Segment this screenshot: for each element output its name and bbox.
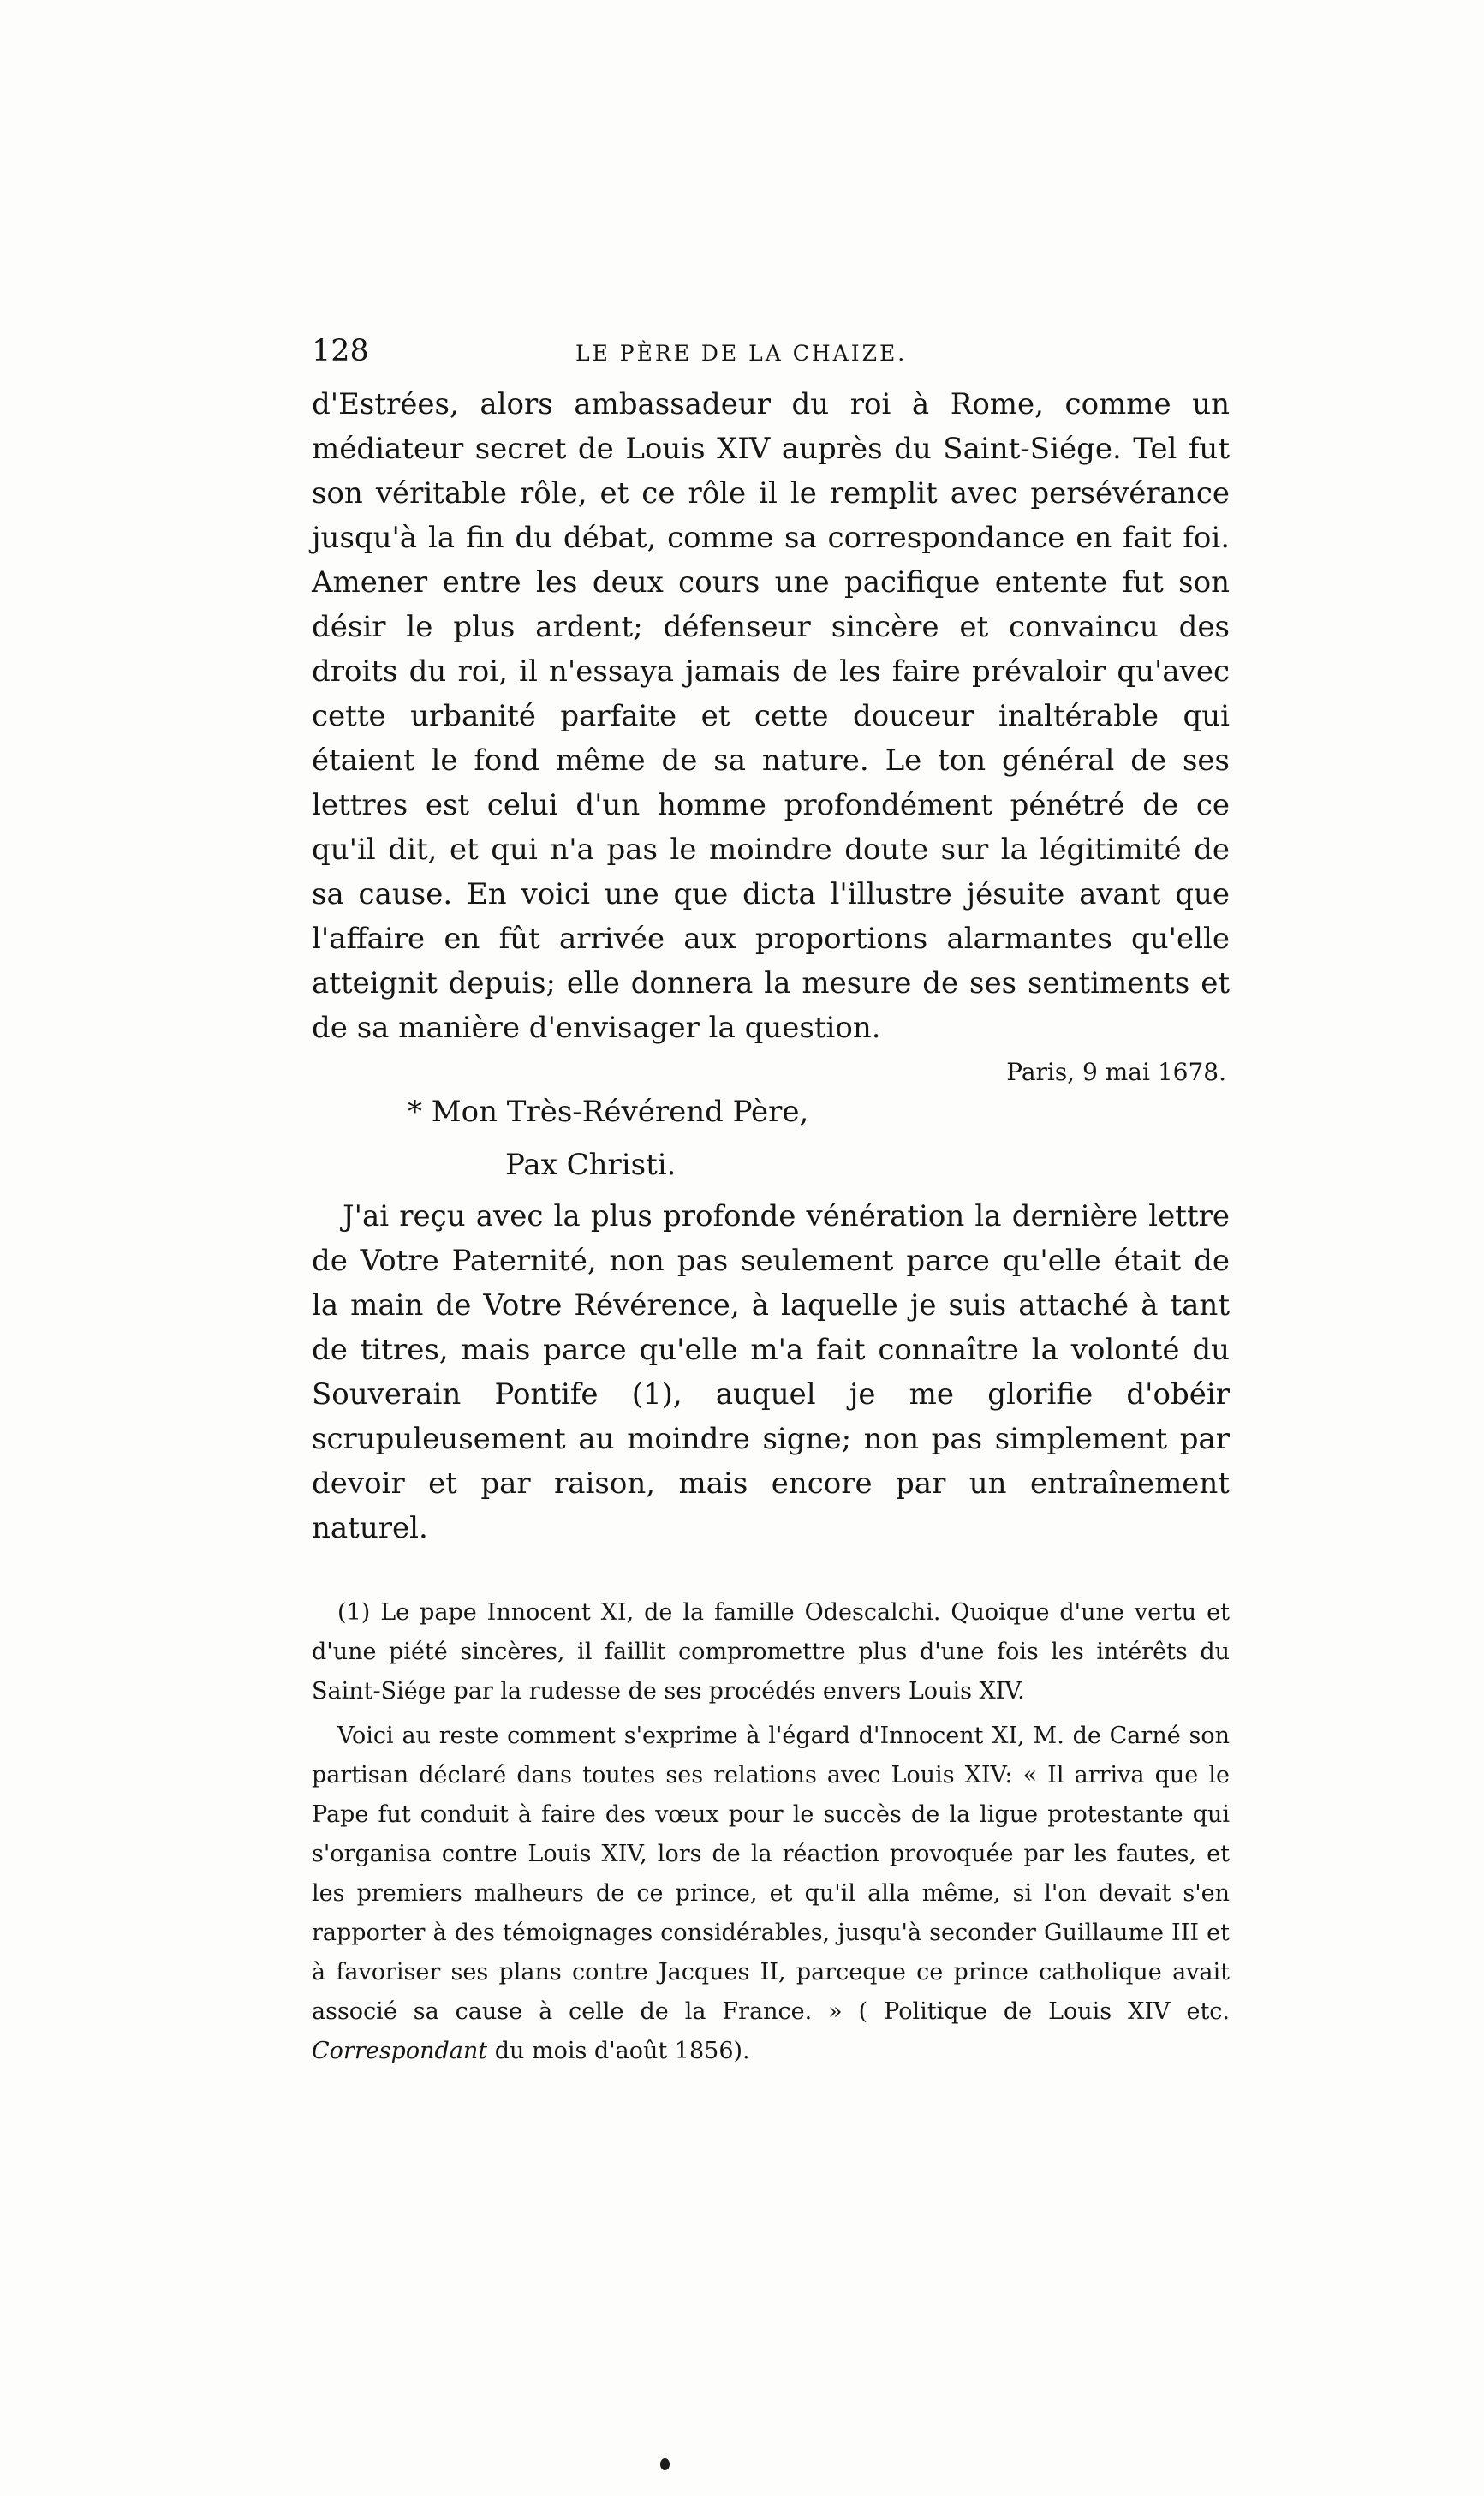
footnote-2-text: Voici au reste comment s'exprime à l'égard d'Innocent XI, M. de Carné son partisan déclaré dans toutes ses relations avec Louis XIV: « Il arriva que le Pape fut conduit à faire des vœux pour le succès de la ligue protestante qui s'organisa contre Louis XIV, lors de la réaction provoquée par les fautes, et les premiers malheurs de ce prince, et qu'il alla même, si l'on devait s'en rapporter à des témoignages considérables, jusqu'à seconder Guillaume III et à favoriser ses plans contre Jacques II, parceque ce prince catholique avait associé sa cause à celle de la France. » ( Politique de Louis XIV etc. [312, 1723, 1230, 2025]
footnote-2 [312, 1717, 1230, 2071]
running-title: LE PÈRE DE LA CHAIZE. [575, 341, 908, 366]
book-page [312, 334, 1230, 2071]
quoted-letter [312, 1055, 1230, 1550]
footnote-2-end: du mois d'août 1856). [494, 2038, 750, 2064]
footnote-1: (1) Le pape Innocent XI, de la famille Odescalchi. Quoique d'une vertu et d'une piété sincères, il faillit compromettre plus d'une fois les intérêts du Saint-Siége par la rudesse de ses procédés envers Louis XIV. [312, 1599, 1230, 1705]
letter-dateline: Paris, 9 mai 1678. [1006, 1058, 1226, 1086]
letter-body: J'ai reçu avec la plus profonde vénération la dernière lettre de Votre Paternité, non pas seulement parce qu'elle était de la main de Votre Révérence, à laquelle je suis attaché à tant de titres, mais parce qu'elle m'a fait connaître la volonté du Souverain Pontife (1), auquel je me glorifie d'obéir scrupuleusement au moindre signe; non pas simplement par devoir et par raison, mais encore par un entraînement naturel. [312, 1199, 1230, 1545]
footnotes [312, 1593, 1230, 2071]
letter-salutation: * Mon Très-Révérend Père, [408, 1095, 809, 1129]
letter-greeting: Pax Christi. [505, 1148, 676, 1182]
main-paragraph: d'Estrées, alors ambassadeur du roi à Rome, comme un médiateur secret de Louis XIV auprès du Saint-Siége. Tel fut son véritable rôle, et ce rôle il le remplit avec persévérance jusqu'à la fin du débat, comme sa correspondance en fait foi. Amener entre les deux cours une pacifique entente fut son désir le plus ardent; défenseur sincère et convaincu des droits du roi, il n'essaya jamais de les faire prévaloir qu'avec cette urbanité parfaite et cette douceur inaltérable qui étaient le fond même de sa nature. Le ton général de ses lettres est celui d'un homme profondément pénétré de ce qu'il dit, et qui n'a pas le moindre doute sur la légitimité de sa cause. En voici une que dicta l'illustre jésuite avant que l'affaire en fût arrivée aux proportions alarmantes qu'elle atteignit depuis; elle donnera la mesure de ses sentiments et de sa manière d'envisager la question. [312, 387, 1230, 1045]
footnote-2-journal-title: Correspondant [312, 2038, 488, 2064]
running-head [312, 334, 1230, 382]
page-number: 128 [312, 334, 369, 368]
ink-dot [660, 2458, 670, 2470]
